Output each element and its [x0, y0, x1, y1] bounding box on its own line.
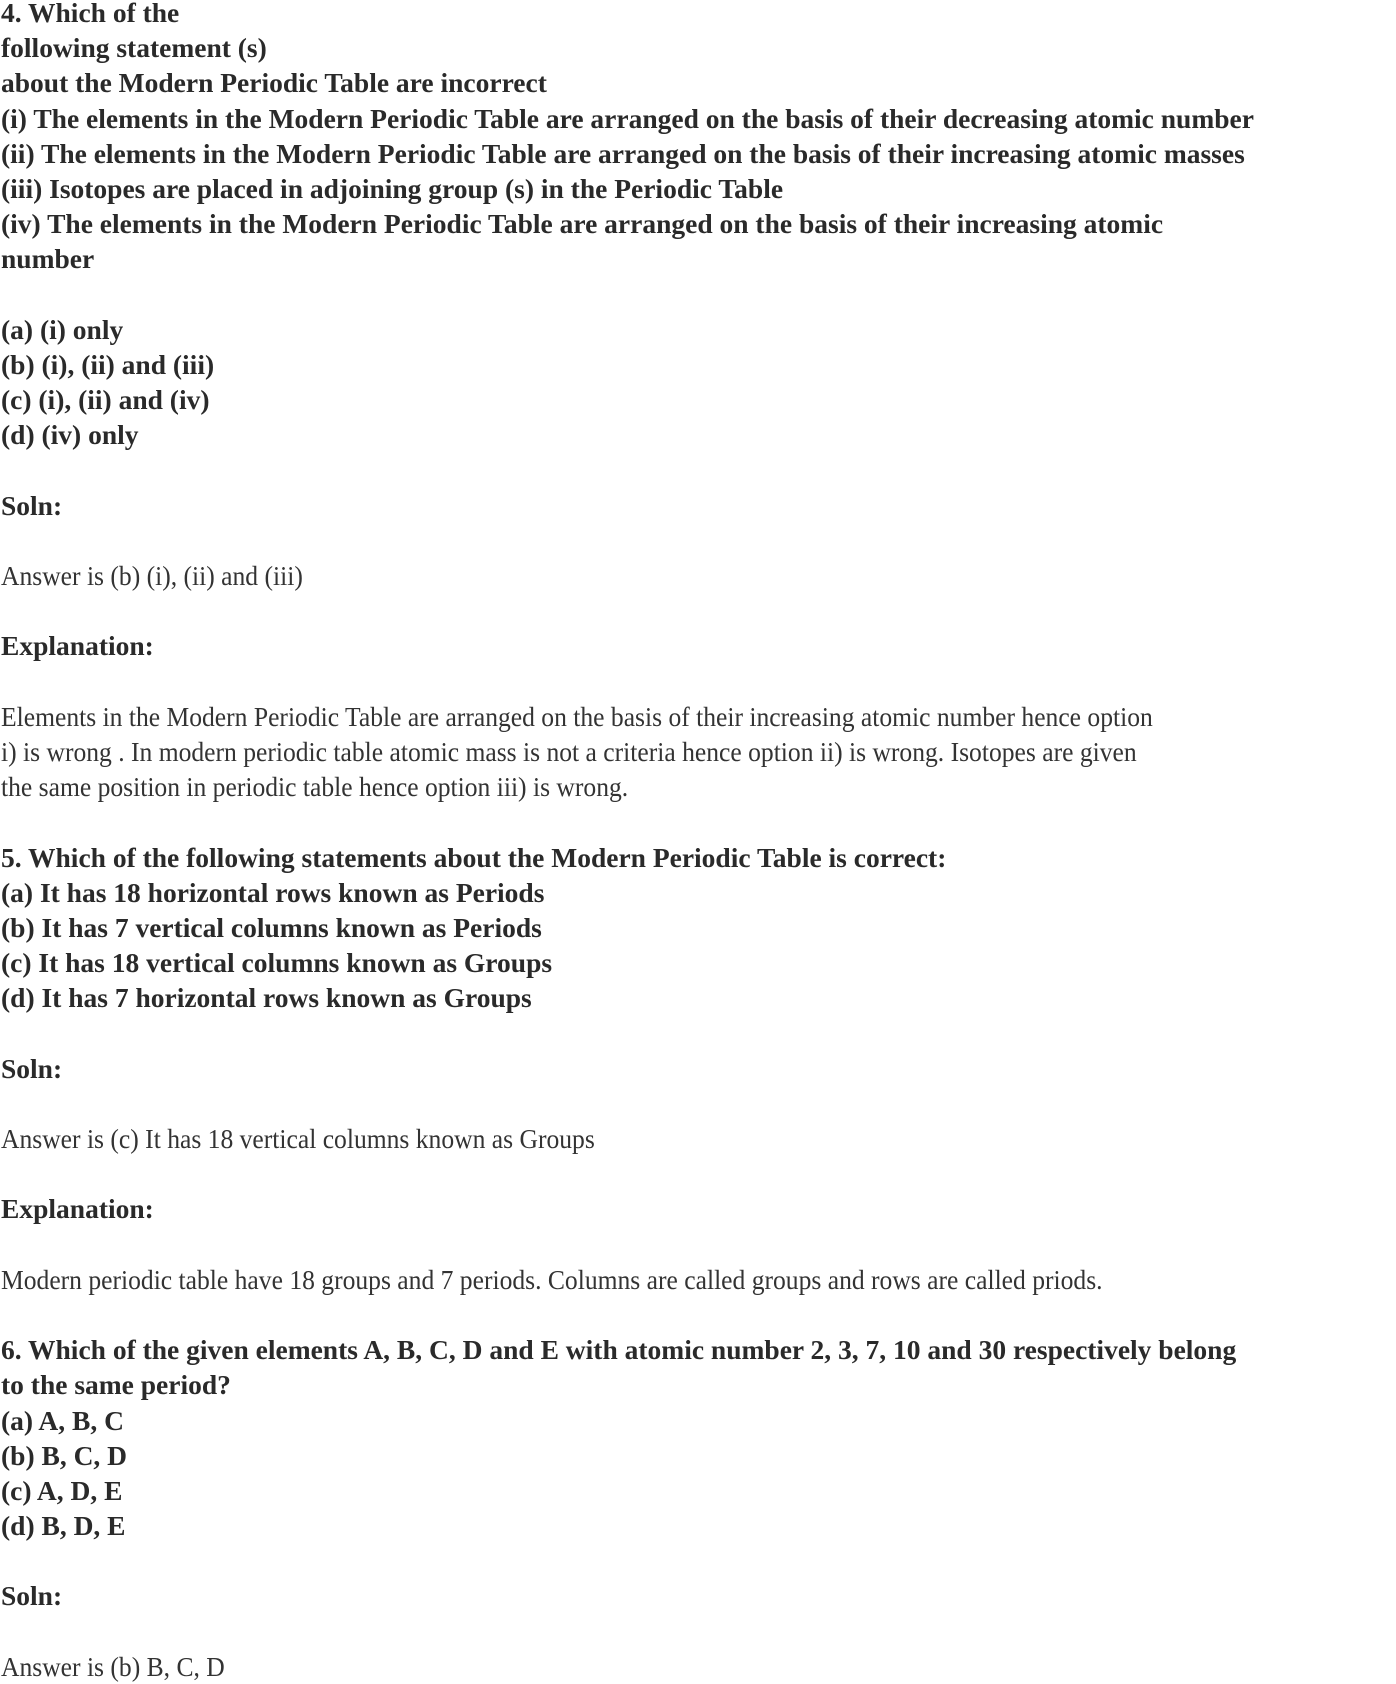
statement: (iv) The elements in the Modern Periodic Table are arranged on the basis of their increasing atomic [1, 208, 1164, 240]
statement: (iii) Isotopes are placed in adjoining group (s) in the Periodic Table [1, 172, 784, 204]
option: (b) It has 7 vertical columns known as Periods [1, 911, 542, 943]
soln-label: Soln: [1, 1580, 63, 1612]
question-6 [1, 1332, 1396, 1684]
option: (a) It has 18 horizontal rows known as Periods [1, 876, 545, 908]
question-text: 5. Which of the following statements about the Modern Periodic Table is correct: [1, 841, 947, 873]
option: (b) B, C, D [1, 1439, 128, 1471]
explanation-text: Modern periodic table have 18 groups and 7 periods. Columns are called groups and rows are called priods. [1, 1263, 1103, 1295]
option: (a) A, B, C [1, 1404, 124, 1436]
explanation-label: Explanation: [1, 630, 154, 662]
soln-label: Soln: [1, 1052, 63, 1084]
question-text: following statement (s) [1, 32, 267, 64]
question-text: about the Modern Periodic Table are incorrect [1, 67, 547, 99]
statement: number [1, 243, 95, 275]
option: (d) (iv) only [1, 419, 139, 451]
soln-label: Soln: [1, 489, 63, 521]
option: (d) It has 7 horizontal rows known as Groups [1, 982, 532, 1014]
explanation-text: i) is wrong . In modern periodic table atomic mass is not a criteria hence option ii) is wrong. Isotopes are given [1, 735, 1137, 767]
option: (c) It has 18 vertical columns known as Groups [1, 947, 553, 979]
statement: (ii) The elements in the Modern Periodic Table are arranged on the basis of their increasing atomic masses [1, 137, 1245, 169]
question-5 [1, 840, 1396, 1333]
document-page [1, 0, 1396, 1684]
option: (a) (i) only [1, 313, 124, 345]
option: (b) (i), (ii) and (iii) [1, 348, 215, 380]
question-text: 6. Which of the given elements A, B, C, D and E with atomic number 2, 3, 7, 10 and 30 respectively belong [1, 1334, 1237, 1366]
explanation-label: Explanation: [1, 1193, 154, 1225]
statement: (i) The elements in the Modern Periodic Table are arranged on the basis of their decreasing atomic number [1, 102, 1254, 134]
explanation-text: the same position in periodic table hence option iii) is wrong. [1, 771, 629, 803]
question-text: 4. Which of the [1, 0, 180, 28]
option: (c) A, D, E [1, 1474, 123, 1506]
question-4 [1, 0, 1396, 840]
answer: Answer is (c) It has 18 vertical columns known as Groups [1, 1123, 595, 1154]
option: (d) B, D, E [1, 1510, 126, 1542]
option: (c) (i), (ii) and (iv) [1, 384, 210, 416]
answer: Answer is (b) (i), (ii) and (iii) [1, 560, 303, 591]
question-text: to the same period? [1, 1369, 231, 1401]
explanation-text: Elements in the Modern Periodic Table are arranged on the basis of their increasing atomic number hence option [1, 700, 1153, 732]
answer: Answer is (b) B, C, D [1, 1650, 225, 1682]
